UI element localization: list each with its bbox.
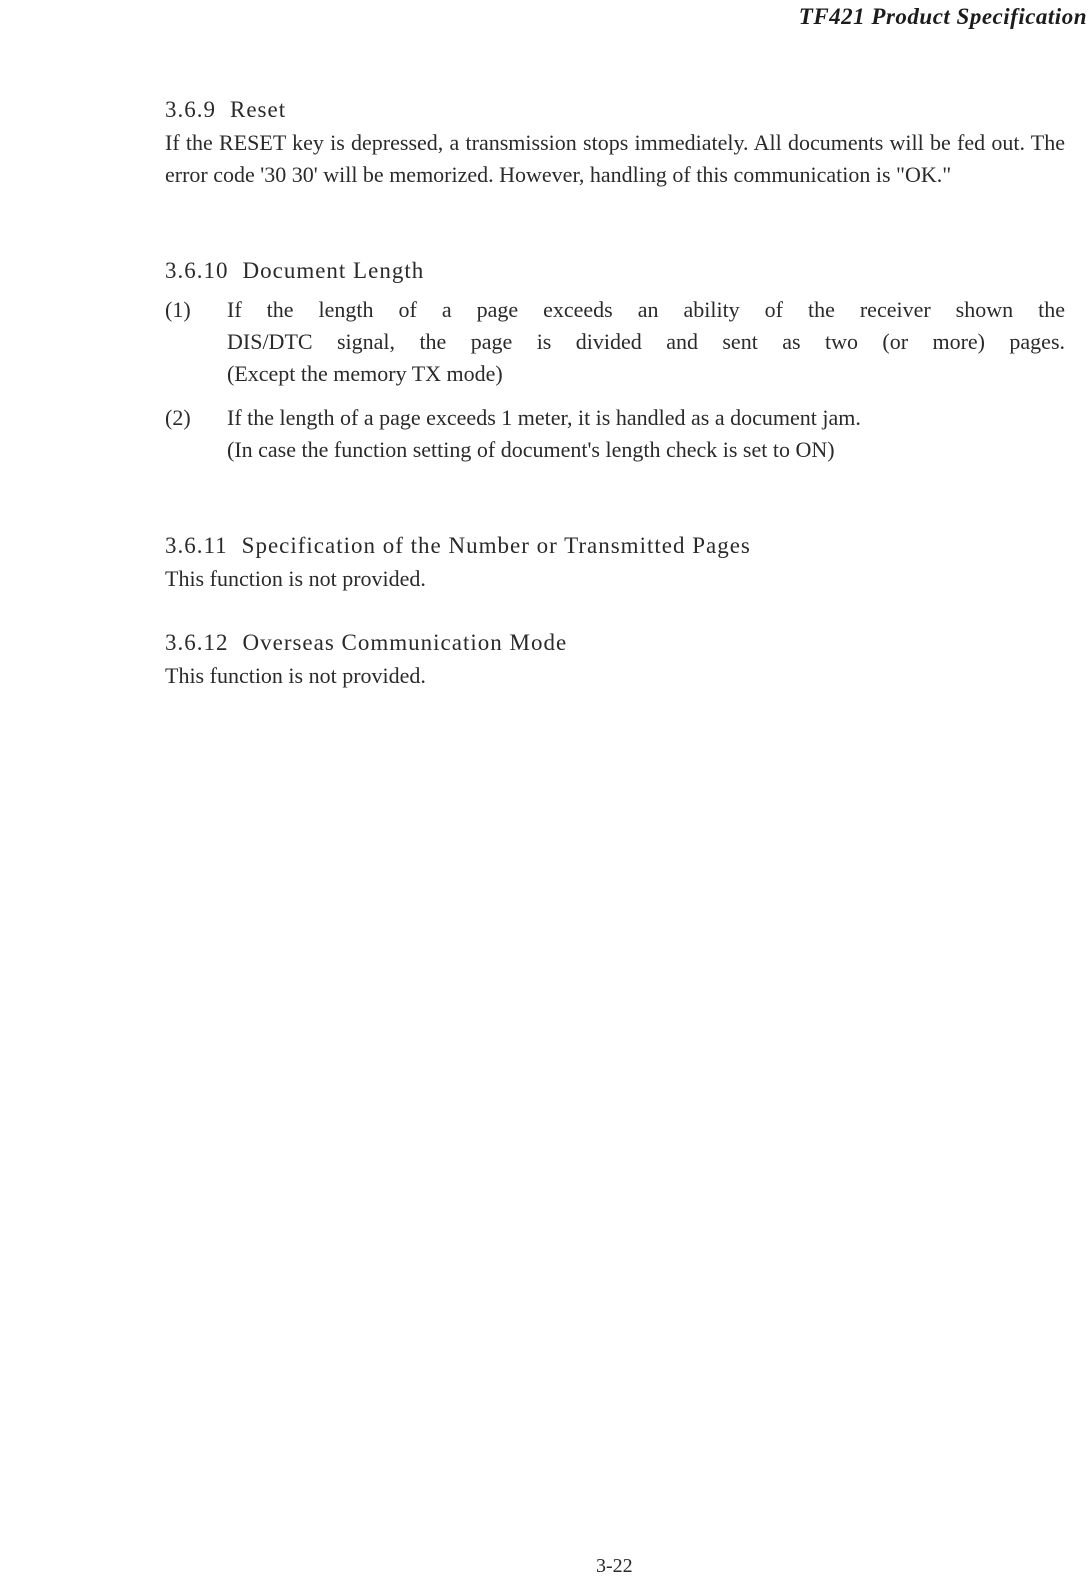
list-item-line: If the length of a page exceeds an ability of the receiver shown the (227, 297, 1065, 322)
section-heading (165, 95, 1065, 125)
section-number: 3.6.11 (165, 533, 228, 558)
section-number: 3.6.10 (165, 258, 229, 283)
section-reset (165, 95, 1065, 191)
section-heading (165, 256, 1065, 286)
section-document-length (165, 256, 1065, 466)
list-marker: (2) (165, 405, 191, 430)
section-title: Reset (230, 97, 287, 122)
section-paragraph: This function is not provided. (165, 566, 426, 591)
section-title: Overseas Communication Mode (242, 630, 568, 655)
section-number-of-pages (165, 531, 1065, 595)
list-item (165, 294, 1065, 390)
list-item-line: (In case the function setting of document's length check is set to ON) (227, 437, 835, 462)
section-number: 3.6.9 (165, 97, 216, 122)
list-item-line: DIS/DTC signal, the page is divided and sent as two (or more) pages. (227, 329, 1065, 354)
section-heading (165, 531, 1065, 561)
page-number: 3-22 (596, 1555, 633, 1577)
list-item-line: If the length of a page exceeds 1 meter, it is handled as a document jam. (227, 405, 861, 430)
section-title: Document Length (242, 258, 425, 283)
section-number: 3.6.12 (165, 630, 229, 655)
section-overseas-mode (165, 628, 1065, 692)
list-marker: (1) (165, 297, 191, 322)
list-item-line: (Except the memory TX mode) (227, 361, 503, 386)
section-paragraph: If the RESET key is depressed, a transmission stops immediately. All documents will be fed out. The error code '30 30' will be memorized. However, handling of this communication is "OK." (165, 130, 1065, 187)
section-paragraph: This function is not provided. (165, 663, 426, 688)
document-header: TF421 Product Specification (798, 4, 1087, 29)
section-title: Specification of the Number or Transmitted Pages (241, 533, 751, 558)
section-heading (165, 628, 1065, 658)
list-item (165, 402, 1065, 466)
